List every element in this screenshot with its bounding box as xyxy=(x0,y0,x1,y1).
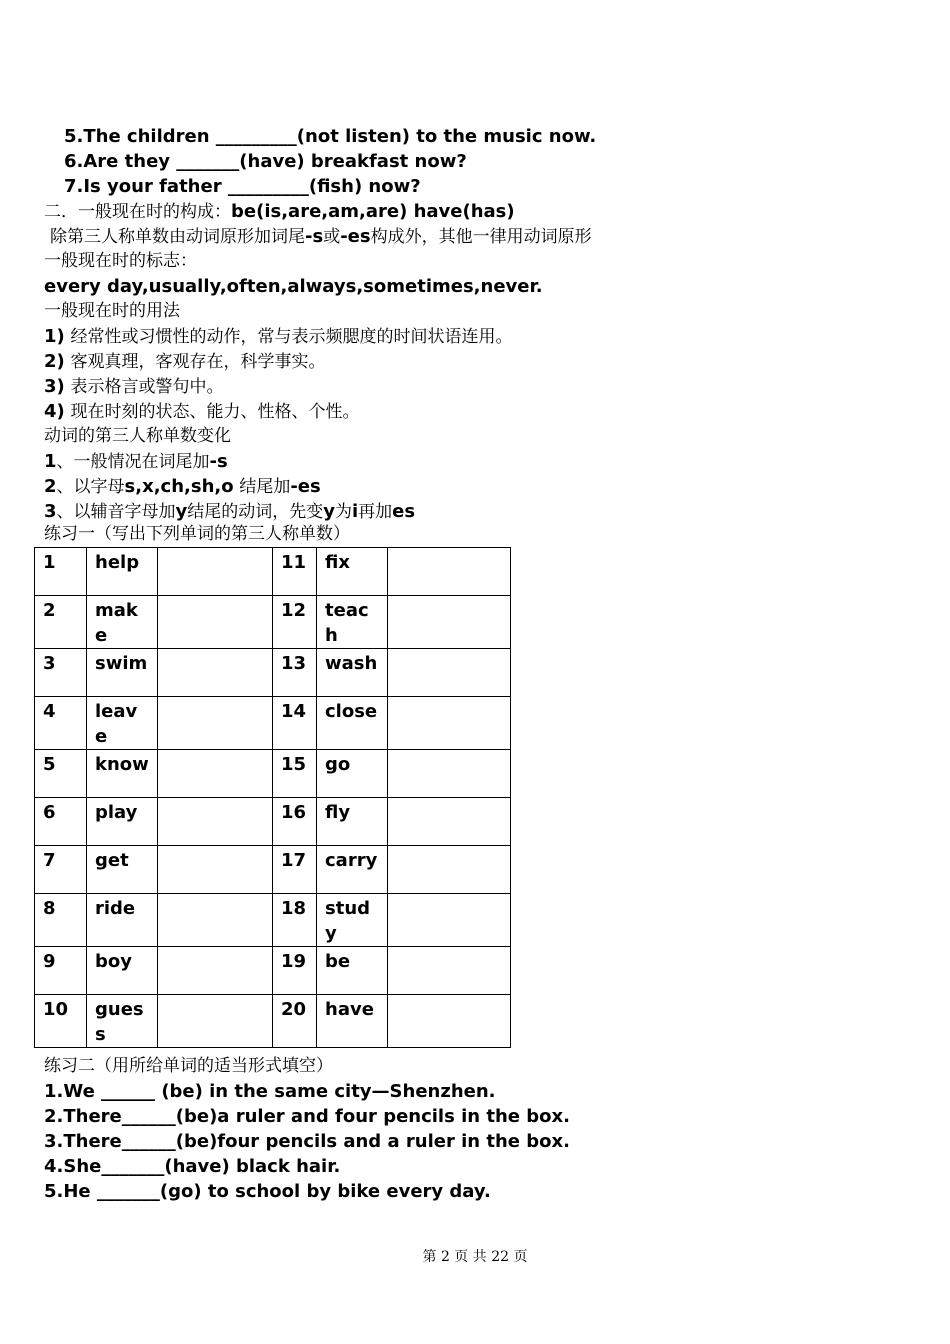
table-row xyxy=(35,846,511,894)
usage-item xyxy=(44,349,326,375)
answer-cell[interactable] xyxy=(158,548,273,596)
row-number: 19 xyxy=(273,947,317,995)
exercise1-title: 练习一（写出下列单词的第三人称单数） xyxy=(44,524,350,544)
rule-line xyxy=(50,224,592,250)
exercise-line: 6.Are they _______(have) breakfast now? xyxy=(64,151,467,172)
word-cell: carry xyxy=(317,846,388,894)
section-heading xyxy=(44,199,515,225)
answer-cell[interactable] xyxy=(158,798,273,846)
word-cell: know xyxy=(87,750,158,798)
usage-number: 3) xyxy=(44,376,65,397)
section-heading-zh: 二．一般现在时的构成： xyxy=(44,202,231,222)
section-heading-en: be(is,are,am,are) have(has) xyxy=(231,201,515,222)
word-cell: swim xyxy=(87,649,158,697)
rule-suffix: -es xyxy=(290,476,321,497)
table-row xyxy=(35,649,511,697)
row-number: 15 xyxy=(273,750,317,798)
answer-cell[interactable] xyxy=(388,947,511,995)
word-cell: make xyxy=(87,596,158,649)
exercise2-item: 2.There______(be)a ruler and four pencils in the box. xyxy=(44,1106,570,1127)
usage-title: 一般现在时的用法 xyxy=(44,301,180,321)
row-number: 7 xyxy=(35,846,87,894)
rule-text: 、以字母 xyxy=(56,477,125,497)
rule-letters: s,x,ch,sh,o xyxy=(124,476,234,497)
answer-cell[interactable] xyxy=(388,697,511,750)
usage-number: 1) xyxy=(44,326,65,347)
row-number: 8 xyxy=(35,894,87,947)
exercise2-item: 1.We ______ (be) in the same city—Shenzhen. xyxy=(44,1081,496,1102)
exercise2-item: 5.He _______(go) to school by bike every day. xyxy=(44,1181,491,1202)
answer-cell[interactable] xyxy=(388,596,511,649)
table-row xyxy=(35,596,511,649)
answer-cell[interactable] xyxy=(158,596,273,649)
row-number: 2 xyxy=(35,596,87,649)
row-number: 16 xyxy=(273,798,317,846)
row-number: 9 xyxy=(35,947,87,995)
row-number: 17 xyxy=(273,846,317,894)
usage-text: 经常性或习惯性的动作，常与表示频腮度的时间状语连用。 xyxy=(70,327,513,347)
answer-cell[interactable] xyxy=(158,697,273,750)
rule-suffix: -es xyxy=(340,226,371,247)
usage-text: 表示格言或警句中。 xyxy=(70,377,224,397)
word-cell: ride xyxy=(87,894,158,947)
row-number: 20 xyxy=(273,995,317,1048)
word-table xyxy=(34,547,511,1048)
usage-item xyxy=(44,374,224,400)
word-cell: close xyxy=(317,697,388,750)
answer-cell[interactable] xyxy=(158,947,273,995)
row-number: 5 xyxy=(35,750,87,798)
word-cell: help xyxy=(87,548,158,596)
usage-item xyxy=(44,399,360,425)
rule-text: 或 xyxy=(323,227,341,247)
rule-number: 3 xyxy=(44,501,57,522)
word-cell: study xyxy=(317,894,388,947)
page-footer: 第 2 页 共 22 页 xyxy=(422,1249,528,1265)
word-cell: get xyxy=(87,846,158,894)
rule-letter: i xyxy=(352,501,359,522)
third-person-rule xyxy=(44,449,228,475)
answer-cell[interactable] xyxy=(388,750,511,798)
row-number: 1 xyxy=(35,548,87,596)
rule-text: 再加 xyxy=(358,502,393,522)
answer-cell[interactable] xyxy=(158,649,273,697)
word-cell: go xyxy=(317,750,388,798)
rule-letter: y xyxy=(175,501,188,522)
answer-cell[interactable] xyxy=(388,846,511,894)
answer-cell[interactable] xyxy=(388,548,511,596)
word-cell: play xyxy=(87,798,158,846)
table-row xyxy=(35,947,511,995)
answer-cell[interactable] xyxy=(388,894,511,947)
table-row xyxy=(35,548,511,596)
answer-cell[interactable] xyxy=(158,846,273,894)
row-number: 18 xyxy=(273,894,317,947)
usage-text: 现在时刻的状态、能力、性格、个性。 xyxy=(70,402,360,422)
word-cell: be xyxy=(317,947,388,995)
answer-cell[interactable] xyxy=(158,894,273,947)
third-person-rule xyxy=(44,474,321,500)
rule-text: 、一般情况在词尾加 xyxy=(56,452,210,472)
exercise2-item: 3.There______(be)four pencils and a ruler in the box. xyxy=(44,1131,570,1152)
row-number: 3 xyxy=(35,649,87,697)
exercise2-item: 4.She_______(have) black hair. xyxy=(44,1156,341,1177)
word-cell: have xyxy=(317,995,388,1048)
rule-suffix: es xyxy=(392,501,416,522)
answer-cell[interactable] xyxy=(388,995,511,1048)
rule-suffix: -s xyxy=(209,451,228,472)
answer-cell[interactable] xyxy=(388,798,511,846)
row-number: 12 xyxy=(273,596,317,649)
usage-number: 4) xyxy=(44,401,65,422)
rule-text: 结尾加 xyxy=(239,477,291,497)
answer-cell[interactable] xyxy=(158,995,273,1048)
word-cell: leave xyxy=(87,697,158,750)
exercise2-title: 练习二（用所给单词的适当形式填空） xyxy=(44,1056,333,1076)
row-number: 11 xyxy=(273,548,317,596)
rule-text: 除第三人称单数由动词原形加词尾 xyxy=(50,227,305,247)
word-cell: wash xyxy=(317,649,388,697)
table-row xyxy=(35,750,511,798)
table-row xyxy=(35,894,511,947)
rule-letter: y xyxy=(323,501,335,522)
exercise-line: 5.The children _________(not listen) to the music now. xyxy=(64,126,597,147)
table-row xyxy=(35,995,511,1048)
word-cell: fix xyxy=(317,548,388,596)
rule-suffix: -s xyxy=(305,226,324,247)
word-cell: boy xyxy=(87,947,158,995)
rule-number: 2 xyxy=(44,476,57,497)
usage-number: 2) xyxy=(44,351,65,372)
third-person-title: 动词的第三人称单数变化 xyxy=(44,426,231,446)
rule-text: 构成外，其他一律用动词原形 xyxy=(370,227,592,247)
row-number: 10 xyxy=(35,995,87,1048)
markers-list: every day,usually,often,always,sometimes,never. xyxy=(44,276,543,297)
rule-text: 、以辅音字母加 xyxy=(56,502,176,522)
rule-number: 1 xyxy=(44,451,57,472)
table-row xyxy=(35,697,511,750)
usage-text: 客观真理，客观存在，科学事实。 xyxy=(70,352,326,372)
answer-cell[interactable] xyxy=(388,649,511,697)
word-cell: guess xyxy=(87,995,158,1048)
answer-cell[interactable] xyxy=(158,750,273,798)
word-cell: fly xyxy=(317,798,388,846)
table-row xyxy=(35,798,511,846)
word-cell: teach xyxy=(317,596,388,649)
usage-item xyxy=(44,324,513,350)
row-number: 14 xyxy=(273,697,317,750)
exercise-line: 7.Is your father _________(fish) now? xyxy=(64,176,421,197)
rule-text: 结尾的动词，先变 xyxy=(187,502,324,522)
row-number: 13 xyxy=(273,649,317,697)
rule-text: 为 xyxy=(335,502,352,522)
row-number: 6 xyxy=(35,798,87,846)
row-number: 4 xyxy=(35,697,87,750)
markers-title: 一般现在时的标志： xyxy=(44,251,197,271)
